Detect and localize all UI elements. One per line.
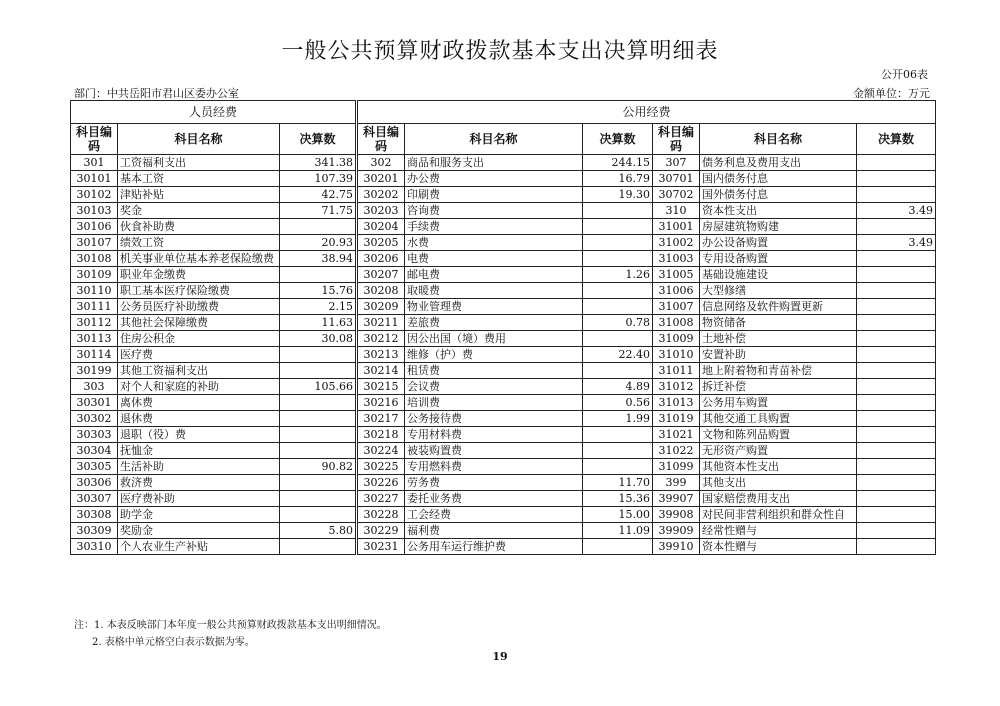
cell-amount (857, 395, 936, 411)
cell-name: 拆迁补偿 (700, 379, 857, 395)
cell-code: 30214 (357, 363, 405, 379)
cell-amount: 4.89 (583, 379, 653, 395)
cell-name: 租赁费 (405, 363, 583, 379)
table-row (71, 187, 936, 203)
group-personnel: 人员经费 (71, 101, 357, 124)
group-public: 公用经费 (357, 101, 936, 124)
table-row (71, 155, 936, 171)
cell-amount (857, 539, 936, 555)
cell-amount (583, 283, 653, 299)
cell-code: 30224 (357, 443, 405, 459)
cell-name: 对民间非营利组织和群众性自 (700, 507, 857, 523)
cell-code: 31002 (653, 235, 700, 251)
cell-code: 30217 (357, 411, 405, 427)
table-row (71, 475, 936, 491)
cell-code: 30206 (357, 251, 405, 267)
cell-name: 信息网络及软件购置更新 (700, 299, 857, 315)
cell-name: 无形资产购置 (700, 443, 857, 459)
note-1: 注：1. 本表反映部门本年度一般公共预算财政拨款基本支出明细情况。 (74, 620, 387, 631)
cell-code: 31007 (653, 299, 700, 315)
cell-amount: 3.49 (857, 203, 936, 219)
cell-code: 39910 (653, 539, 700, 555)
cell-code: 307 (653, 155, 700, 171)
cell-code: 310 (653, 203, 700, 219)
cell-name: 生活补助 (118, 459, 280, 475)
cell-code: 30215 (357, 379, 405, 395)
cell-amount (583, 235, 653, 251)
cell-name: 维修（护）费 (405, 347, 583, 363)
cell-code: 30111 (71, 299, 118, 315)
cell-amount (857, 363, 936, 379)
cell-name: 基本工资 (118, 171, 280, 187)
cell-name: 办公设备购置 (700, 235, 857, 251)
cell-name: 基础设施建设 (700, 267, 857, 283)
cell-amount (280, 427, 357, 443)
cell-code: 30304 (71, 443, 118, 459)
cell-name: 取暖费 (405, 283, 583, 299)
cell-name: 对个人和家庭的补助 (118, 379, 280, 395)
cell-code: 303 (71, 379, 118, 395)
cell-name: 被装购置费 (405, 443, 583, 459)
page-title: 一般公共预算财政拨款基本支出决算明细表 (281, 39, 719, 64)
cell-amount: 3.49 (857, 235, 936, 251)
note-2: 2. 表格中单元格空白表示数据为零。 (92, 637, 255, 648)
cell-amount: 19.30 (583, 187, 653, 203)
cell-code: 30113 (71, 331, 118, 347)
table-row (71, 235, 936, 251)
cell-amount (857, 523, 936, 539)
cell-amount (280, 475, 357, 491)
cell-amount: 2.15 (280, 299, 357, 315)
cell-code: 30701 (653, 171, 700, 187)
cell-amount (583, 219, 653, 235)
table-row (71, 443, 936, 459)
cell-name: 土地补偿 (700, 331, 857, 347)
cell-amount: 90.82 (280, 459, 357, 475)
cell-name: 公务员医疗补助缴费 (118, 299, 280, 315)
notes (74, 617, 387, 651)
cell-amount (280, 347, 357, 363)
cell-code: 30202 (357, 187, 405, 203)
cell-amount (583, 299, 653, 315)
cell-amount (583, 363, 653, 379)
cell-name: 专用材料费 (405, 427, 583, 443)
header-code: 科目编码 (357, 124, 405, 155)
cell-name: 医疗费 (118, 347, 280, 363)
cell-code: 31009 (653, 331, 700, 347)
cell-name: 津贴补贴 (118, 187, 280, 203)
cell-name: 邮电费 (405, 267, 583, 283)
cell-code: 30103 (71, 203, 118, 219)
cell-code: 39908 (653, 507, 700, 523)
cell-code: 301 (71, 155, 118, 171)
cell-name: 奖励金 (118, 523, 280, 539)
cell-code: 30106 (71, 219, 118, 235)
cell-amount (857, 219, 936, 235)
cell-name: 其他交通工具购置 (700, 411, 857, 427)
cell-code: 30302 (71, 411, 118, 427)
cell-name: 商品和服务支出 (405, 155, 583, 171)
cell-amount (857, 267, 936, 283)
cell-name: 伙食补助费 (118, 219, 280, 235)
table-row (71, 331, 936, 347)
cell-amount (280, 363, 357, 379)
cell-name: 绩效工资 (118, 235, 280, 251)
cell-name: 公务用车购置 (700, 395, 857, 411)
cell-code: 30201 (357, 171, 405, 187)
cell-code: 30114 (71, 347, 118, 363)
cell-name: 公务接待费 (405, 411, 583, 427)
header-code: 科目编码 (71, 124, 118, 155)
header-name: 科目名称 (118, 124, 280, 155)
table-row (71, 267, 936, 283)
cell-code: 30212 (357, 331, 405, 347)
table-row (71, 427, 936, 443)
cell-amount (280, 395, 357, 411)
cell-code: 30301 (71, 395, 118, 411)
cell-amount (857, 347, 936, 363)
header-amount: 决算数 (857, 124, 936, 155)
cell-name: 资本性赠与 (700, 539, 857, 555)
cell-code: 30307 (71, 491, 118, 507)
cell-amount (857, 283, 936, 299)
cell-code: 30209 (357, 299, 405, 315)
cell-name: 手续费 (405, 219, 583, 235)
cell-name: 机关事业单位基本养老保险缴费 (118, 251, 280, 267)
cell-name: 印刷费 (405, 187, 583, 203)
cell-code: 30199 (71, 363, 118, 379)
cell-name: 离休费 (118, 395, 280, 411)
cell-code: 31019 (653, 411, 700, 427)
cell-amount: 105.66 (280, 379, 357, 395)
cell-name: 国内债务付息 (700, 171, 857, 187)
cell-amount (583, 539, 653, 555)
cell-amount (857, 427, 936, 443)
form-code: 公开06表 (881, 68, 928, 81)
cell-amount: 0.56 (583, 395, 653, 411)
cell-code: 30702 (653, 187, 700, 203)
cell-code: 30211 (357, 315, 405, 331)
cell-name: 大型修缮 (700, 283, 857, 299)
table-row (71, 251, 936, 267)
page-number: 19 (492, 650, 508, 663)
cell-amount: 38.94 (280, 251, 357, 267)
cell-code: 31012 (653, 379, 700, 395)
cell-name: 咨询费 (405, 203, 583, 219)
cell-name: 经常性赠与 (700, 523, 857, 539)
cell-code: 30308 (71, 507, 118, 523)
cell-name: 培训费 (405, 395, 583, 411)
cell-amount (857, 187, 936, 203)
cell-code: 30218 (357, 427, 405, 443)
cell-name: 地上附着物和青苗补偿 (700, 363, 857, 379)
cell-amount (583, 251, 653, 267)
header-amount: 决算数 (280, 124, 357, 155)
table-row (71, 539, 936, 555)
cell-code: 31099 (653, 459, 700, 475)
cell-amount: 341.38 (280, 155, 357, 171)
cell-amount (280, 491, 357, 507)
cell-name: 其他资本性支出 (700, 459, 857, 475)
cell-name: 公务用车运行维护费 (405, 539, 583, 555)
department-label: 部门：中共岳阳市君山区委办公室 (74, 87, 239, 100)
cell-code: 30112 (71, 315, 118, 331)
cell-code: 30216 (357, 395, 405, 411)
cell-amount (583, 443, 653, 459)
cell-amount (857, 491, 936, 507)
cell-name: 安置补助 (700, 347, 857, 363)
table-row (71, 411, 936, 427)
cell-code: 31013 (653, 395, 700, 411)
cell-code: 30306 (71, 475, 118, 491)
cell-amount: 0.78 (583, 315, 653, 331)
cell-code: 30310 (71, 539, 118, 555)
cell-amount: 22.40 (583, 347, 653, 363)
cell-code: 30309 (71, 523, 118, 539)
cell-amount (280, 267, 357, 283)
cell-name: 劳务费 (405, 475, 583, 491)
cell-amount: 244.15 (583, 155, 653, 171)
table-row (71, 523, 936, 539)
table-row (71, 491, 936, 507)
cell-amount: 1.26 (583, 267, 653, 283)
cell-amount (280, 411, 357, 427)
cell-amount: 15.76 (280, 283, 357, 299)
cell-code: 30102 (71, 187, 118, 203)
cell-name: 委托业务费 (405, 491, 583, 507)
header-name: 科目名称 (700, 124, 857, 155)
cell-name: 职业年金缴费 (118, 267, 280, 283)
cell-code: 30231 (357, 539, 405, 555)
cell-name: 债务利息及费用支出 (700, 155, 857, 171)
cell-code: 399 (653, 475, 700, 491)
cell-name: 抚恤金 (118, 443, 280, 459)
cell-amount (857, 459, 936, 475)
cell-amount (857, 331, 936, 347)
cell-name: 住房公积金 (118, 331, 280, 347)
cell-name: 物资储备 (700, 315, 857, 331)
cell-code: 30226 (357, 475, 405, 491)
table-row (71, 363, 936, 379)
cell-amount (857, 443, 936, 459)
cell-amount: 42.75 (280, 187, 357, 203)
cell-amount (857, 475, 936, 491)
cell-name: 退休费 (118, 411, 280, 427)
cell-amount: 15.36 (583, 491, 653, 507)
cell-code: 31022 (653, 443, 700, 459)
table-row (71, 283, 936, 299)
cell-name: 职工基本医疗保险缴费 (118, 283, 280, 299)
cell-amount (857, 379, 936, 395)
cell-code: 31005 (653, 267, 700, 283)
table-row (71, 171, 936, 187)
cell-code: 30225 (357, 459, 405, 475)
cell-name: 助学金 (118, 507, 280, 523)
unit-label: 金额单位：万元 (853, 87, 930, 100)
cell-code: 30229 (357, 523, 405, 539)
cell-code: 30213 (357, 347, 405, 363)
table-row (71, 379, 936, 395)
cell-code: 39907 (653, 491, 700, 507)
expenditure-table (70, 100, 936, 555)
cell-name: 电费 (405, 251, 583, 267)
cell-code: 30108 (71, 251, 118, 267)
cell-name: 办公费 (405, 171, 583, 187)
cell-amount (280, 443, 357, 459)
cell-name: 因公出国（境）费用 (405, 331, 583, 347)
cell-name: 其他支出 (700, 475, 857, 491)
cell-amount: 107.39 (280, 171, 357, 187)
cell-code: 31003 (653, 251, 700, 267)
cell-name: 福利费 (405, 523, 583, 539)
cell-code: 30203 (357, 203, 405, 219)
cell-name: 工资福利支出 (118, 155, 280, 171)
table-row (71, 347, 936, 363)
cell-amount (280, 219, 357, 235)
cell-code: 30205 (357, 235, 405, 251)
cell-amount: 15.00 (583, 507, 653, 523)
cell-code: 39909 (653, 523, 700, 539)
table-row (71, 459, 936, 475)
cell-amount (857, 315, 936, 331)
cell-code: 30110 (71, 283, 118, 299)
header-code: 科目编码 (653, 124, 700, 155)
cell-amount (857, 299, 936, 315)
cell-name: 国外债务付息 (700, 187, 857, 203)
cell-name: 工会经费 (405, 507, 583, 523)
cell-code: 30305 (71, 459, 118, 475)
cell-name: 奖金 (118, 203, 280, 219)
cell-code: 30101 (71, 171, 118, 187)
table-row (71, 203, 936, 219)
cell-amount: 16.79 (583, 171, 653, 187)
cell-code: 30303 (71, 427, 118, 443)
cell-code: 31008 (653, 315, 700, 331)
cell-amount: 11.63 (280, 315, 357, 331)
cell-name: 水费 (405, 235, 583, 251)
cell-code: 31001 (653, 219, 700, 235)
cell-name: 专用燃料费 (405, 459, 583, 475)
cell-name: 文物和陈列品购置 (700, 427, 857, 443)
cell-name: 其他社会保障缴费 (118, 315, 280, 331)
cell-amount: 11.09 (583, 523, 653, 539)
cell-code: 30208 (357, 283, 405, 299)
cell-name: 救济费 (118, 475, 280, 491)
cell-name: 房屋建筑物购建 (700, 219, 857, 235)
cell-amount (857, 155, 936, 171)
cell-code: 30107 (71, 235, 118, 251)
cell-amount (857, 411, 936, 427)
header-amount: 决算数 (583, 124, 653, 155)
cell-amount: 11.70 (583, 475, 653, 491)
cell-amount (280, 539, 357, 555)
cell-amount (583, 427, 653, 443)
cell-code: 30109 (71, 267, 118, 283)
cell-name: 物业管理费 (405, 299, 583, 315)
cell-name: 个人农业生产补贴 (118, 539, 280, 555)
cell-code: 302 (357, 155, 405, 171)
cell-amount (857, 251, 936, 267)
cell-amount: 1.99 (583, 411, 653, 427)
cell-code: 31006 (653, 283, 700, 299)
cell-amount (857, 507, 936, 523)
table-row (71, 395, 936, 411)
cell-amount: 20.93 (280, 235, 357, 251)
header-name: 科目名称 (405, 124, 583, 155)
cell-name: 资本性支出 (700, 203, 857, 219)
cell-code: 31011 (653, 363, 700, 379)
cell-name: 国家赔偿费用支出 (700, 491, 857, 507)
cell-code: 31010 (653, 347, 700, 363)
cell-amount: 30.08 (280, 331, 357, 347)
cell-amount (280, 507, 357, 523)
cell-amount (583, 203, 653, 219)
table-row (71, 299, 936, 315)
cell-name: 医疗费补助 (118, 491, 280, 507)
cell-code: 30227 (357, 491, 405, 507)
cell-code: 30207 (357, 267, 405, 283)
cell-amount (857, 171, 936, 187)
cell-amount (583, 459, 653, 475)
cell-name: 退职（役）费 (118, 427, 280, 443)
cell-amount: 71.75 (280, 203, 357, 219)
cell-amount (583, 331, 653, 347)
cell-code: 30228 (357, 507, 405, 523)
table-row (71, 219, 936, 235)
cell-code: 31021 (653, 427, 700, 443)
cell-name: 会议费 (405, 379, 583, 395)
cell-name: 专用设备购置 (700, 251, 857, 267)
cell-code: 30204 (357, 219, 405, 235)
cell-name: 其他工资福利支出 (118, 363, 280, 379)
cell-name: 差旅费 (405, 315, 583, 331)
cell-amount: 5.80 (280, 523, 357, 539)
table-row (71, 315, 936, 331)
table-row (71, 507, 936, 523)
